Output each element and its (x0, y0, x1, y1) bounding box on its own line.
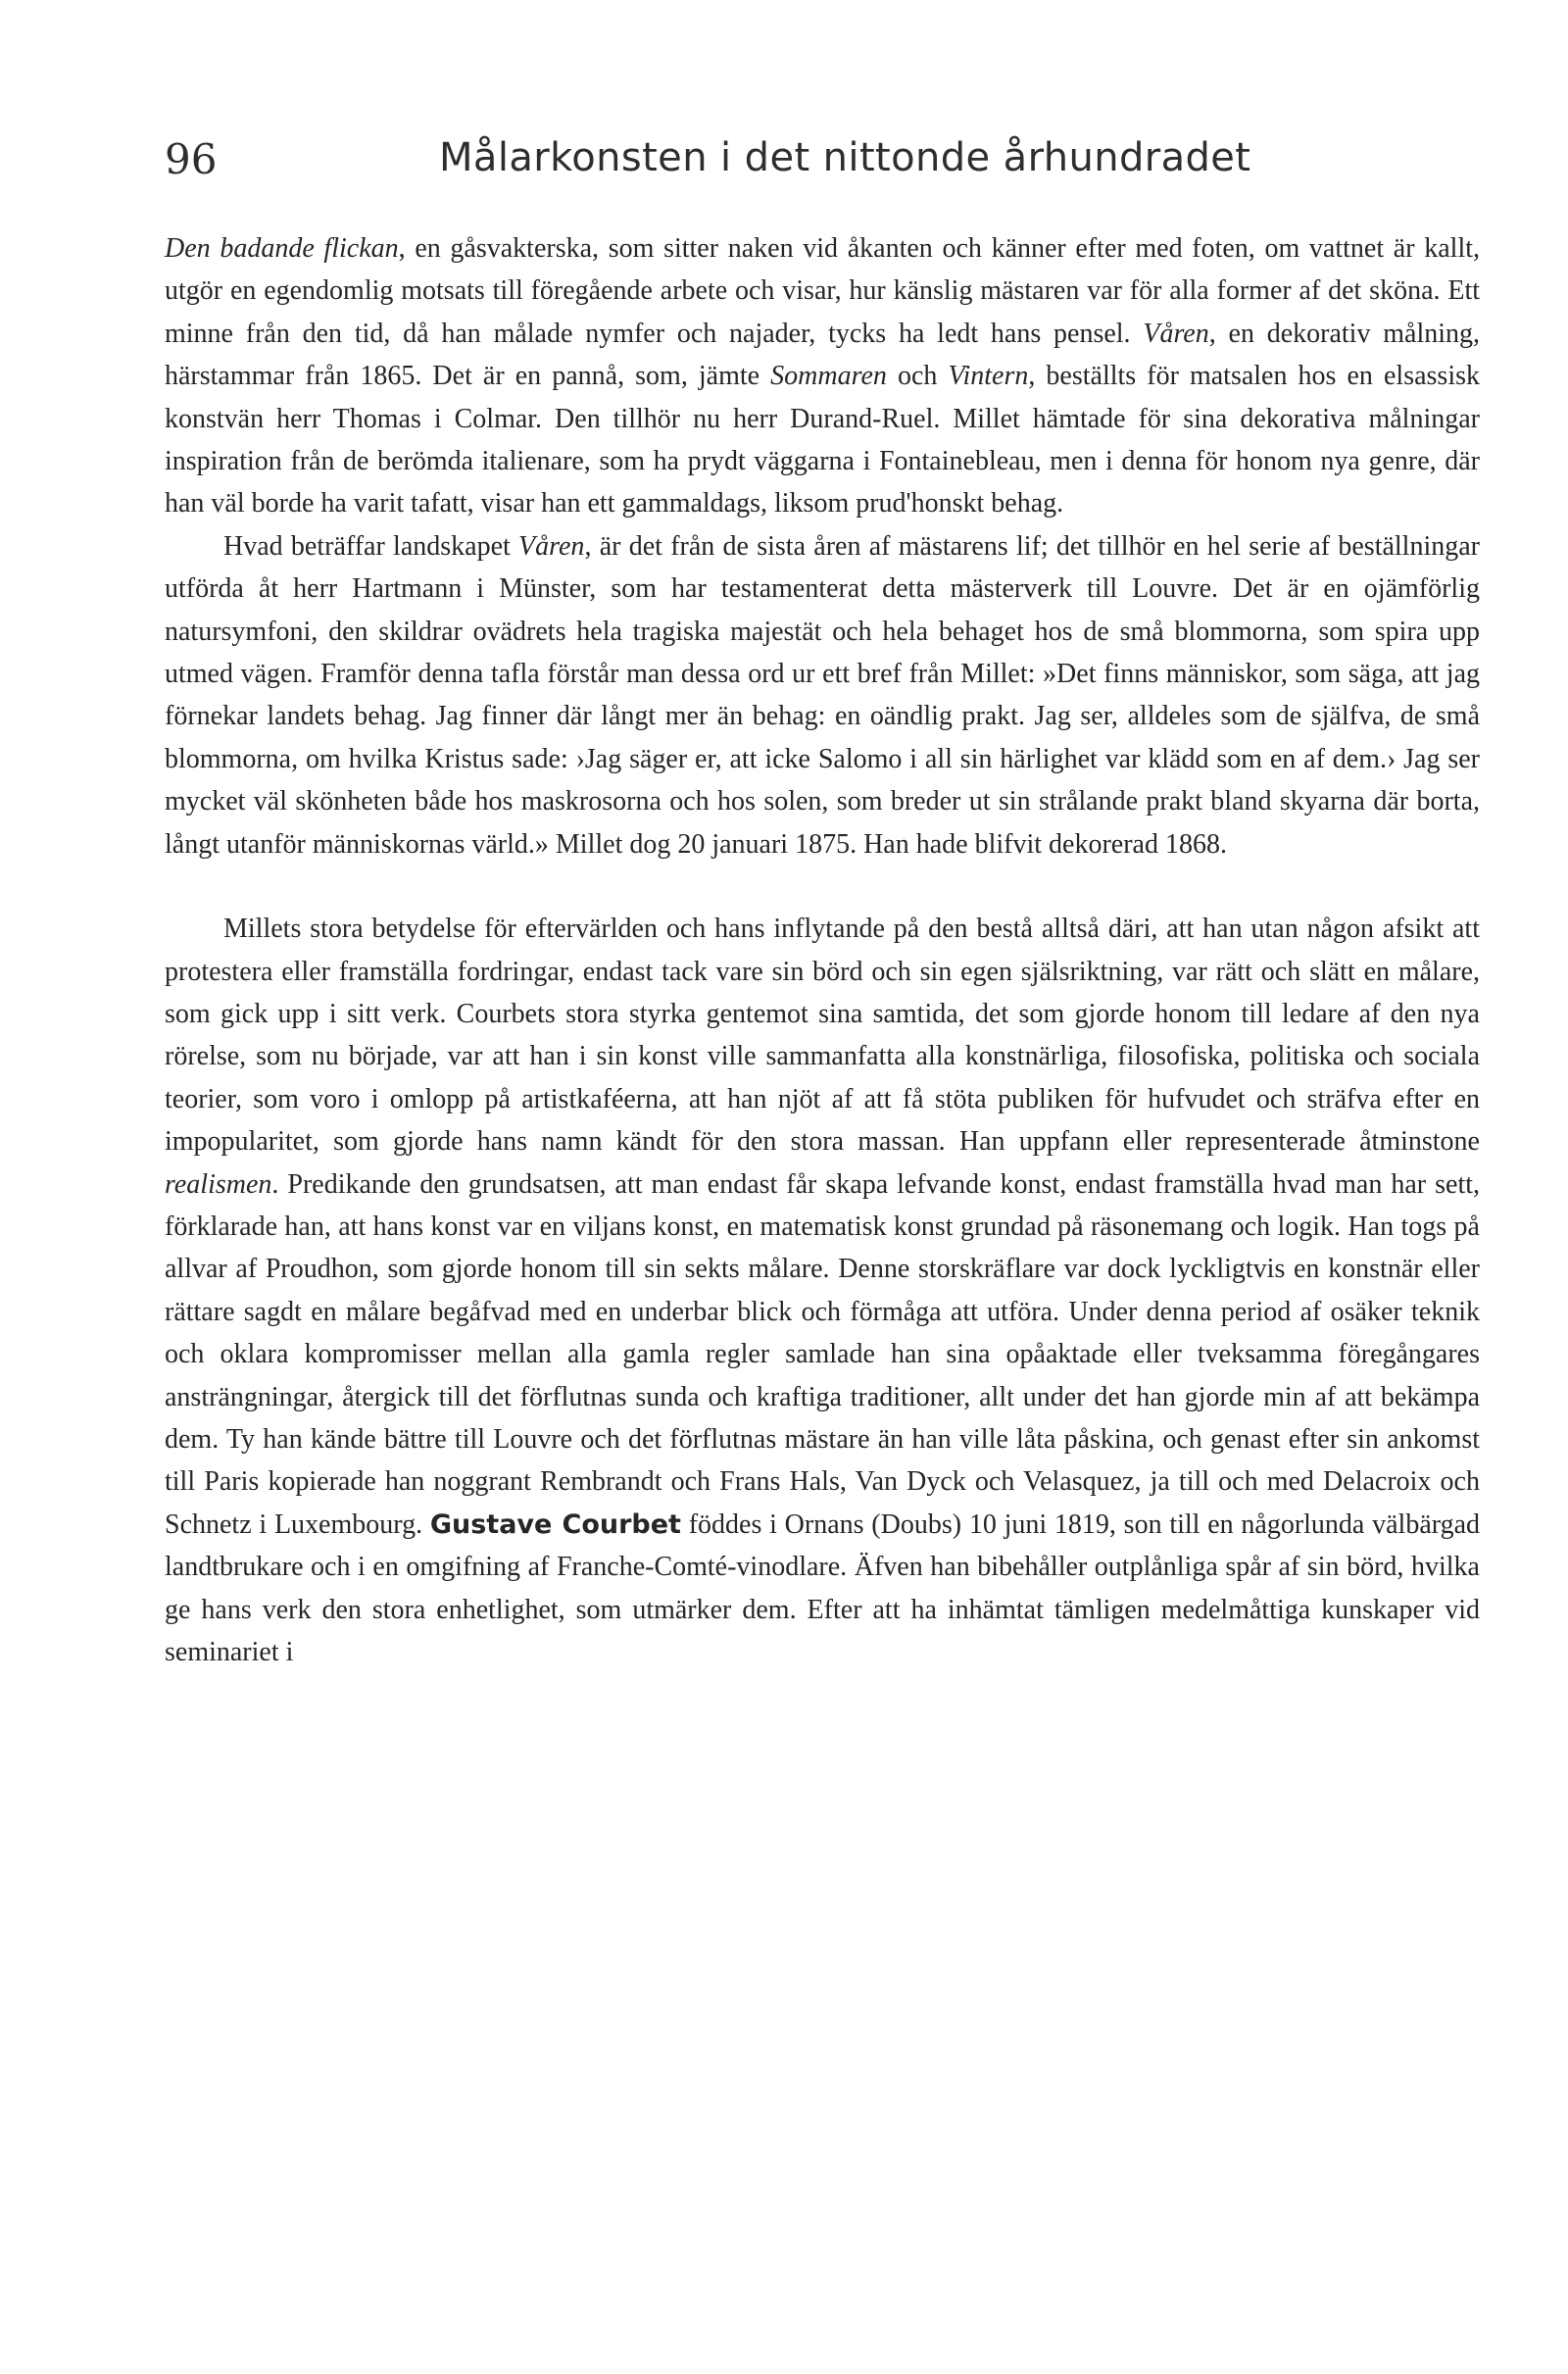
paragraph-text: och (886, 361, 949, 392)
paragraph-text: , beställts för matsalen hos en elsassisk konstvän herr Thomas i Colmar. Den tillhör nu herr Durand-Ruel. Millet hämtade för sina dekorativa målningar inspiration från de berömda italienare, som ha prydt väggarna i Fontainebleau, men i denna för honom nya genre, där han väl borde ha varit tafatt, visar han ett gammaldags, liksom prud'honskt behag. (165, 361, 1480, 519)
paragraph-text: , en gåsvakterska, som sitter naken vid åkanten och känner efter med foten, om vattnet är kallt, utgör en egendomlig motsats till föregående arbete och visar, hur känslig mästaren var för alla former af det sköna. Ett minne från den tid, då han målade nymfer och najader, tycks ha ledt hans pensel. (165, 233, 1481, 349)
body-text (165, 227, 1480, 1673)
artwork-title: Våren (518, 530, 585, 562)
artwork-title: Den badande flickan (165, 233, 399, 264)
paragraph-text: , en dekorativ målning, härstammar från 1865. Det är en pannå, som, jämte (165, 318, 1480, 392)
running-head (165, 135, 1480, 194)
paragraph-text: Hvad beträffar landskapet (223, 530, 519, 562)
artwork-title: Våren (1143, 318, 1209, 349)
paragraph-bathing-girl (165, 227, 1480, 525)
artwork-title: Vintern (948, 361, 1029, 392)
paragraph-spring-landscape (165, 525, 1480, 866)
paragraph-text: Millets stora betydelse för eftervärlden och hans inflytande på den bestå alltså däri, att han utan någon afsikt att protestera eller framställa fordringar, endast tack vare sin börd och sin egen själsriktning, var rätt och slätt en målare, som gick upp i sitt verk. Courbets stora styrka gentemot sina samtida, det som gjorde honom till ledare af den nya rörelse, som nu började, var att han i sin konst ville sammanfatta alla konstnärliga, filosofiska, politiska och sociala teorier, som voro i omlopp på artistkaféerna, att han njöt af att få stöta publiken för hufvudet och sträfva efter en impopularitet, som gjorde hans namn kändt för den stora massan. Han uppfann eller representerade åtminstone (165, 914, 1480, 1158)
paragraph-text: , är det från de sista åren af mästarens lif; det tillhör en hel serie af beställningar utförda åt herr Hartmann i Münster, som har testamenterat detta mästerverk till Louvre. Det är en ojämförlig natursymfoni, den skildrar ovädrets hela tragiska majestät och hela behaget hos de små blommorna, som spira upp utmed vägen. Framför denna tafla förstår man dessa ord ur ett bref från Millet: »Det finns människor, som säga, att jag förnekar landets behag. Jag finner där långt mer än behag: en oändlig prakt. Jag ser, alldeles som de själfva, de små blommorna, om hvilka Kristus sade: ›Jag säger er, att icke Salomo i all sin härlighet var klädd som en af dem.› Jag ser mycket väl skönheten både hos maskrosorna och hos solen, som breder ut sin strålande prakt bland skyarna där borta, långt utanför människornas värld.» Millet dog 20 januari 1875. Han hade blifvit dekorerad 1868. (165, 530, 1480, 860)
paragraph-courbet (165, 908, 1480, 1673)
artwork-title: Sommaren (770, 361, 887, 392)
page-number: 96 (165, 135, 218, 183)
emphasized-term: realismen (165, 1168, 272, 1200)
paragraph-text: föddes i Ornans (Doubs) 10 juni 1819, son till en någorlunda välbärgad landtbrukare och i en omgifning af Franche-Comté-vinodlare. Äfven han bibehåller outplånliga spår af sin börd, hvilka ge hans verk den stora enhetlighet, som utmärker dem. Efter att ha inhämtat tämligen medelmåttiga kunskaper vid seminariet i (165, 1508, 1481, 1667)
paragraph-text: . Predikande den grundsatsen, att man endast får skapa lefvande konst, endast framställa hvad man har sett, förklarade han, att hans konst var en viljans konst, en matematisk konst grundad på räsonemang och logik. Han togs på allvar af Proudhon, som gjorde honom till sin sekts målare. Denne storskräflare var dock lyckligtvis en konstnär eller rättare sagdt en målare begåfvad med en underbar blick och förmåga att utföra. Under denna period af osäker teknik och oklara kompromisser mellan alla gamla regler samlade han sina opåaktade eller tveksamma föregångares ansträngningar, återgick till det förflutnas sunda och kraftiga traditioner, allt under det han gjorde min af att bekämpa dem. Ty han kände bättre till Louvre och det förflutnas mästare än han ville låta påskina, och genast efter sin ankomst till Paris kopierade han noggrant Rembrandt och Frans Hals, Van Dyck och Velasquez, ja till och med Delacroix och Schnetz i Luxembourg. (165, 1168, 1480, 1540)
running-title: Målarkonsten i det nittonde århundradet (439, 135, 1251, 180)
artist-name: Gustave Courbet (429, 1508, 681, 1540)
